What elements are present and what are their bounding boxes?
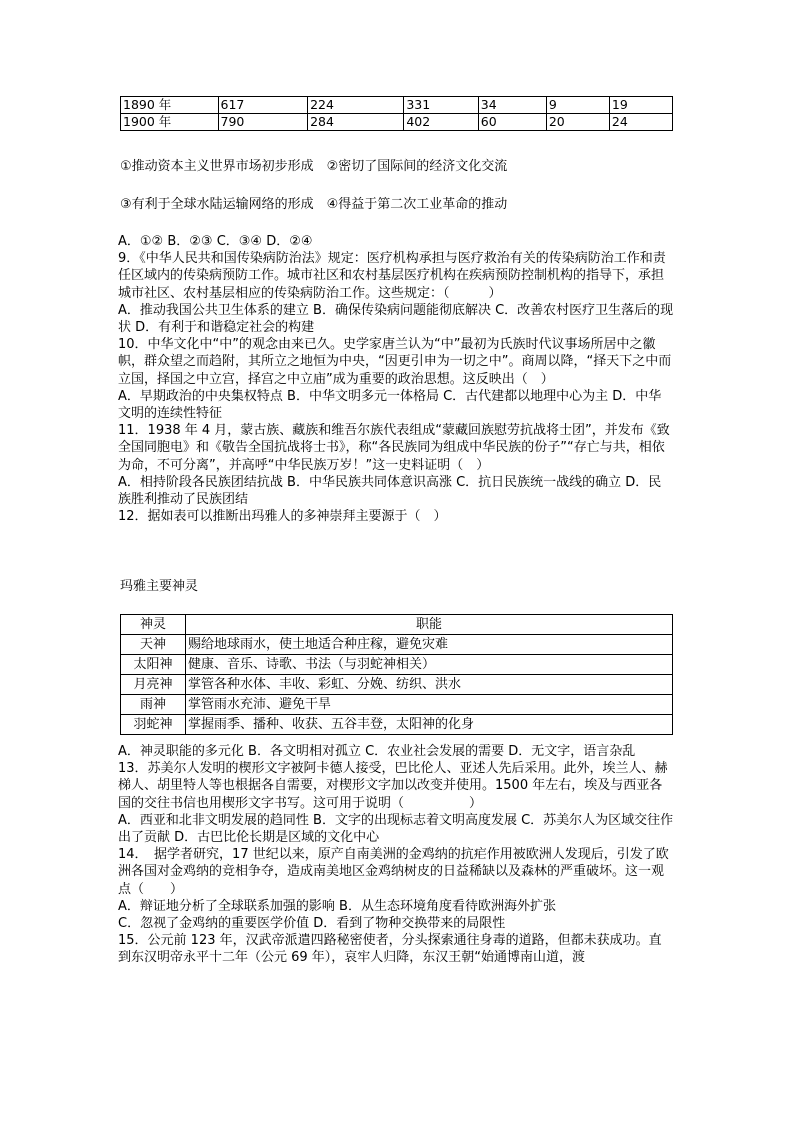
table-cell: 1890 年	[121, 97, 219, 114]
table-cell: 19	[609, 97, 672, 114]
q10-options: A．早期政治的中央集权特点 B．中华文明多元一体格局 C．古代建都以地理中心为主 D．中华文明的连续性特征	[118, 388, 662, 422]
q8-statement-line-1: ①推动资本主义世界市场初步形成 ②密切了国际间的经济文化交流	[120, 159, 508, 174]
god-name-cell: 天神	[121, 635, 186, 655]
god-name-cell: 月亮神	[121, 675, 186, 695]
q14-options-line-2: C．忽视了金鸡纳的重要医学价值 D．看到了物种交换带来的局限性	[118, 916, 506, 932]
q11-stem: 11．1938 年 4 月，蒙古族、藏族和维吾尔族代表组成“蒙藏回族慰劳抗战将士团”，并发布《致全国同胞电》和《敬告全国抗战将士书》，称“各民族同为组成中华民族的份子”“存亡与共，相依为命，不可分离”，并高呼“中华民族万岁！”这一史料证明（ ）	[118, 423, 670, 473]
god-name-cell: 羽蛇神	[121, 715, 186, 735]
table-cell: 9	[546, 97, 609, 114]
q15-stem: 15．公元前 123 年，汉武帝派遣四路秘密使者，分头探索通往身毒的道路，但都未获成功。直到东汉明帝永平十二年（公元 69 年），哀牢人归降，东汉王朝“始通博南山道，渡	[118, 933, 662, 966]
table-cell: 790	[218, 114, 308, 131]
table-row	[121, 695, 673, 715]
god-name-cell: 雨神	[121, 695, 186, 715]
q9-options: A．推动我国公共卫生体系的建立 B．确保传染病问题能彻底解决 C．改善农村医疗卫生落后的现状 D．有利于和谐稳定社会的构建	[118, 302, 674, 336]
q12-options: A．神灵职能的多元化 B．各文明相对孤立 C．农业社会发展的需要 D．无文字，语言杂乱	[118, 744, 636, 759]
table-row	[121, 675, 673, 695]
q8-statement-line-2: ③有利于全球水陆运输网络的形成 ④得益于第二次工业革命的推动	[120, 197, 508, 212]
table-cell: 284	[308, 114, 404, 131]
questions-9-12-block	[118, 233, 674, 525]
table-cell: 224	[308, 97, 404, 114]
god-name-cell: 太阳神	[121, 655, 186, 675]
god-function-cell: 掌管各种水体、丰收、彩虹、分娩、纺织、洪水	[186, 675, 673, 695]
table-cell: 60	[478, 114, 546, 131]
table-cell: 34	[478, 97, 546, 114]
population-table	[120, 96, 673, 131]
table-row	[121, 715, 673, 735]
god-function-cell: 赐给地球雨水，使土地适合种庄稼，避免灾难	[186, 635, 673, 655]
q9-stem: 9．《中华人民共和国传染病防治法》规定：医疗机构承担与医疗救治有关的传染病防治工作和责任区域内的传染病预防工作。城市社区和农村基层医疗机构在疾病预防控制机构的指导下，承担城市社区、农村基层相应的传染病防治工作。这些规定：（ ）	[118, 251, 666, 301]
q10-stem: 10．中华文化中“中”的观念由来已久。史学家唐兰认为“中”最初为氏族时代议事场所居中之徽帜，群众望之而趋附，其所立之地恒为中央，“因更引申为一切之中”。商周以降，“择天下之中而立国，择国之中立宫，择宫之中立庙”成为重要的政治思想。这反映出（ ）	[118, 337, 672, 387]
q13-options: A．西亚和北非文明发展的趋同性 B．文字的出现标志着文明高度发展 C．苏美尔人为区域交往作出了贡献 D．古巴比伦长期是区域的文化中心	[118, 812, 674, 846]
maya-table-title: 玛雅主要神灵	[120, 579, 199, 594]
table-row	[121, 635, 673, 655]
table-cell: 617	[218, 97, 308, 114]
god-function-cell: 掌握雨季、播种、收获、五谷丰登，太阳神的化身	[186, 715, 673, 735]
table-cell: 24	[609, 114, 672, 131]
god-function-cell: 健康、音乐、诗歌、书法（与羽蛇神相关）	[186, 655, 673, 675]
q14-options-line-1: A．辩证地分析了全球联系加强的影响 B．从生态环境角度看待欧洲海外扩张	[118, 898, 556, 914]
q11-options: A．相持阶段各民族团结抗战 B．中华民族共同体意识高涨 C．抗日民族统一战线的确立 D．民族胜利推动了民族团结	[118, 474, 662, 508]
table-cell: 402	[404, 114, 478, 131]
table-cell: 1900 年	[121, 114, 219, 131]
header-function: 职能	[186, 615, 673, 635]
q12-stem: 12．据如表可以推断出玛雅人的多神崇拜主要源于（ ）	[118, 509, 447, 525]
maya-gods-table	[120, 614, 673, 735]
q8-answer-options: A．①② B．②③ C．③④ D．②④	[118, 234, 313, 249]
table-cell: 331	[404, 97, 478, 114]
god-function-cell: 掌管雨水充沛、避免干旱	[186, 695, 673, 715]
q13-stem: 13．苏美尔人发明的楔形文字被阿卡德人接受，巴比伦人、亚述人先后采用。此外，埃兰人、赫梯人、胡里特人等也根据各自需要，对楔形文字加以改变并使用。1500 年左右，埃及与西亚各国的交往书信也用楔形文字书写。这可用于说明（ ）	[118, 761, 668, 811]
table-row	[121, 97, 673, 114]
q14-stem: 14． 据学者研究，17 世纪以来，原产自南美洲的金鸡纳的抗疟作用被欧洲人发现后，引发了欧洲各国对金鸡纳的竞相争夺，造成南美地区金鸡纳树皮的日益稀缺以及森林的严重破坏。这一观点（ ）	[118, 847, 669, 897]
table-row	[121, 655, 673, 675]
questions-12-15-block	[118, 743, 674, 967]
header-god: 神灵	[121, 615, 186, 635]
table-cell: 20	[546, 114, 609, 131]
table-row	[121, 114, 673, 131]
maya-table-header	[121, 615, 673, 635]
